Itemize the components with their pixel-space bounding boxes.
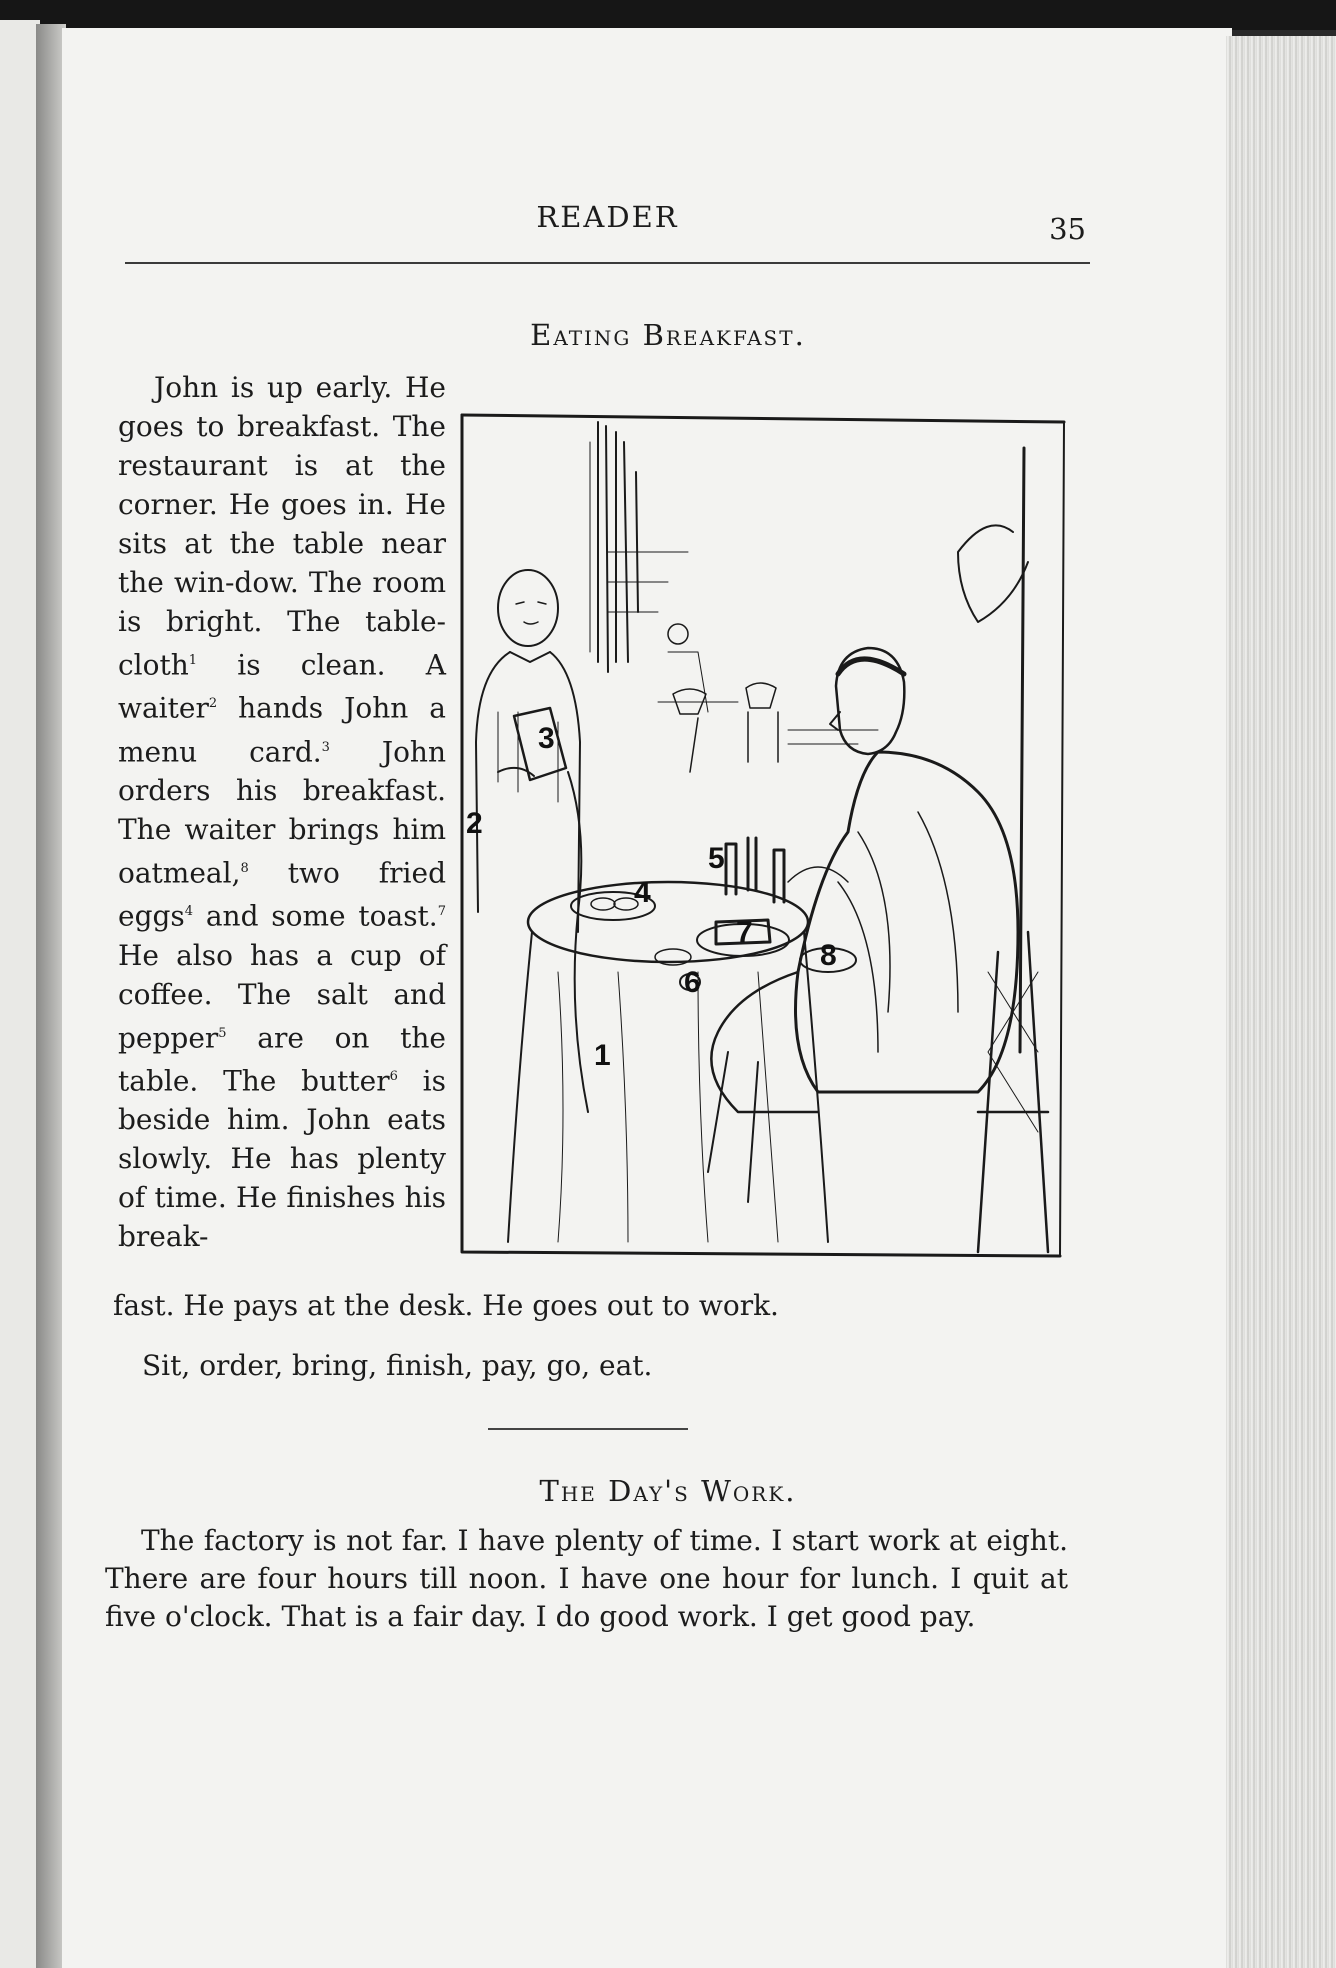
running-head	[125, 196, 1090, 264]
verb-list: Sit, order, bring, finish, pay, go, eat.	[142, 1349, 653, 1382]
label-6: 6	[684, 966, 701, 999]
label-7: 7	[736, 916, 753, 949]
section-divider	[488, 1428, 688, 1430]
label-8: 8	[820, 939, 837, 972]
wrapped-paragraph	[118, 368, 446, 1256]
left-page-edge	[0, 20, 40, 1968]
paragraph-final-line: fast. He pays at the desk. He goes out to work.	[113, 1289, 779, 1322]
label-2: 2	[466, 807, 483, 840]
book-top-edge	[0, 0, 1336, 30]
section-heading-eating-breakfast: Eating Breakfast.	[530, 318, 806, 352]
page-number: 35	[1049, 212, 1086, 246]
running-title: READER	[536, 200, 679, 234]
label-5: 5	[708, 842, 725, 875]
label-4: 4	[634, 876, 651, 909]
restaurant-illustration	[458, 412, 1068, 1258]
label-3: 3	[538, 722, 555, 755]
section-heading-days-work: The Day's Work.	[539, 1474, 797, 1508]
days-work-paragraph: The factory is not far. I have plenty of time. I start work at eight. There are four hours till noon. I have one hour for lunch. I quit at five o'clock. That is a fair day. I do good work. I get good pay.	[105, 1524, 1068, 1633]
label-1: 1	[594, 1039, 611, 1072]
breakfast-paragraph: John is up early. He goes to breakfast. The restaurant is at the corner. He goes in. He sits at the table near the win-dow. The room is bright. The table-cloth$^1$ is clean. A waiter$^2$ hands John a menu card.$^3$ John orders his breakfast. The waiter brings him oatmeal,$^8$ two fried eggs$^4$ and some toast.$^7$ He also has a cup of coffee. The salt and pepper$^5$ are on the table. The butter$^6$ is beside him. John eats slowly. He has plenty of time. He finishes his break-	[118, 371, 446, 1254]
